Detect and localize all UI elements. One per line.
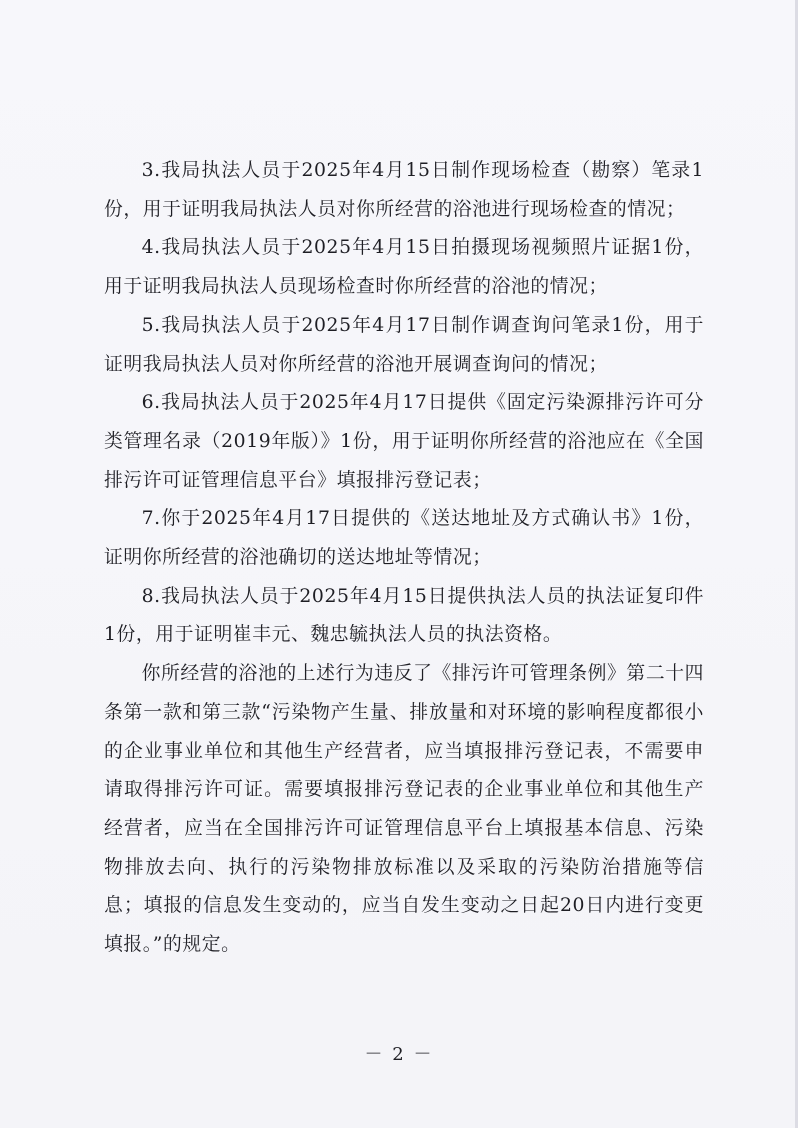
evidence-item-8: 8.我局执法人员于2025年4月15日提供执法人员的执法证复印件1份，用于证明崔丰元、魏忠毓执法人员的执法资格。 [104, 585, 704, 646]
evidence-item-6: 6.我局执法人员于2025年4月17日提供《固定污染源排污许可分类管理名录（2019年版）》1份，用于证明你所经营的浴池应在《全国排污许可证管理信息平台》填报排污登记表； [104, 392, 704, 491]
violation-statement: 你所经营的浴池的上述行为违反了《排污许可管理条例》第二十四条第一款和第三款“污染物产生量、排放量和对环境的影响程度都很小的企业事业单位和其他生产经营者，应当填报排污登记表，不需要申请取得排污许可证。需要填报排污登记表的企业事业单位和其他生产经营者，应当在全国排污许可证管理信息平台上填报基本信息、污染物排放去向、执行的污染物排放标准以及采取的污染防治措施等信息；填报的信息发生变动的，应当自发生变动之日起20日内进行变更填报。”的规定。 [104, 663, 704, 956]
evidence-item-3: 3.我局执法人员于2025年4月15日制作现场检查（勘察）笔录1份，用于证明我局执法人员对你所经营的浴池进行现场检查的情况； [104, 160, 704, 220]
evidence-item-4: 4.我局执法人员于2025年4月15日拍摄现场视频照片证据1份，用于证明我局执法人员现场检查时你所经营的浴池的情况； [104, 237, 704, 298]
page-number: － 2 － [364, 1044, 434, 1065]
evidence-item-7: 7.你于2025年4月17日提供的《送达地址及方式确认书》1份，证明你所经营的浴池确切的送达地址等情况； [104, 508, 704, 569]
evidence-item-5: 5.我局执法人员于2025年4月17日制作调查询问笔录1份，用于证明我局执法人员对你所经营的浴池开展调查询问的情况； [104, 314, 704, 375]
document-body [104, 152, 704, 965]
